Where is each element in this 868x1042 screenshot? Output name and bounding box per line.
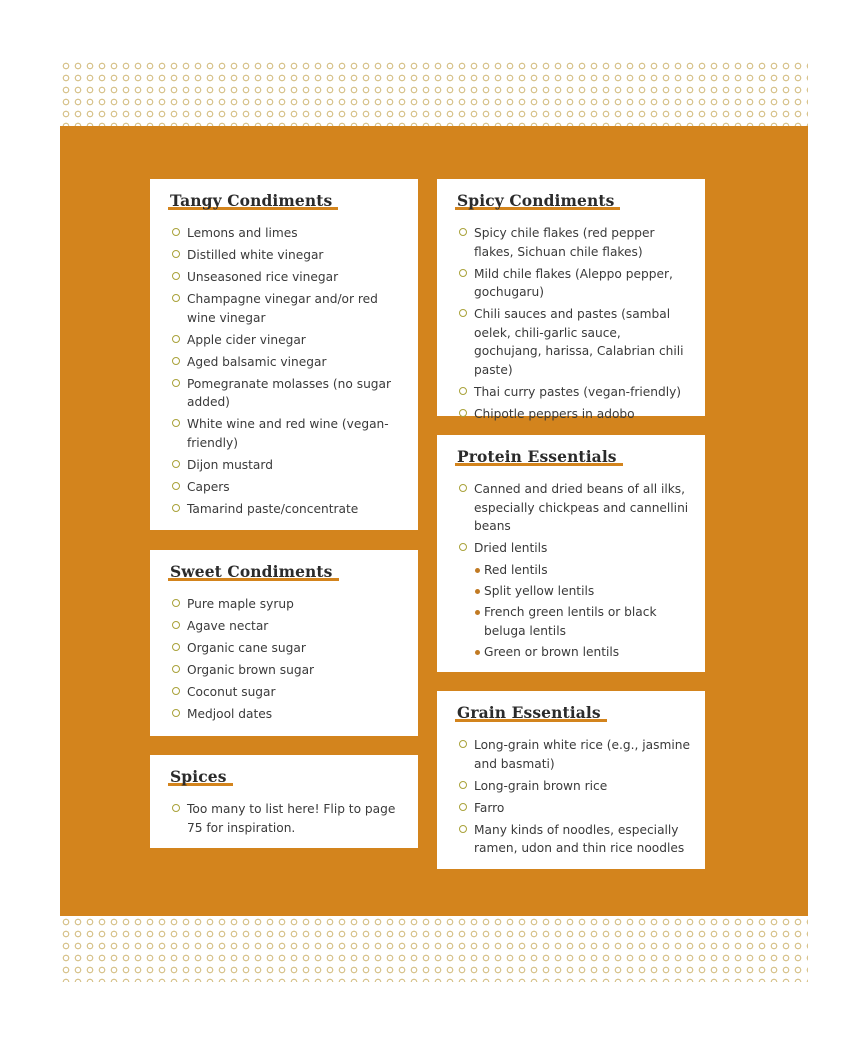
list-item (457, 383, 691, 402)
circle-bullet-icon (459, 269, 467, 277)
list-item (457, 265, 691, 302)
item-text: White wine and red wine (vegan-friendly) (187, 417, 389, 450)
list-item (170, 639, 404, 658)
item-text: Pure maple syrup (187, 597, 294, 611)
list-item (170, 705, 404, 724)
list-item (170, 224, 404, 243)
circle-bullet-icon (172, 419, 180, 427)
item-list (457, 736, 691, 858)
item-text: Many kinds of noodles, especially ramen, udon and thin rice noodles (474, 822, 685, 855)
list-item (457, 224, 691, 261)
item-text: Organic cane sugar (187, 641, 306, 655)
item-text: Champagne vinegar and/or red wine vinegar (187, 292, 378, 325)
sub-list-item (457, 643, 691, 662)
circle-bullet-icon (172, 687, 180, 695)
circle-bullet-icon (459, 825, 467, 833)
list-item (457, 777, 691, 796)
item-list (457, 224, 691, 423)
item-text: Long-grain white rice (e.g., jasmine and basmati) (474, 738, 690, 771)
item-text: Dijon mustard (187, 457, 273, 472)
list-item (170, 268, 404, 287)
item-text: Canned and dried beans of all ilks, especially chickpeas and cannellini beans (474, 482, 689, 533)
dot-bullet-icon (475, 568, 480, 573)
list-item (170, 800, 404, 837)
item-text: Distilled white vinegar (187, 248, 324, 262)
card-title: Protein Essentials (457, 447, 617, 466)
list-item (170, 331, 404, 350)
item-text: Chili sauces and pastes (sambal oelek, chili-garlic sauce, gochujang, harissa, Calabrian chili paste) (474, 307, 684, 377)
item-text: Aged balsamic vinegar (187, 354, 327, 369)
item-text: Organic brown sugar (187, 663, 315, 677)
card-title: Sweet Condiments (170, 562, 333, 581)
item-text: Split yellow lentils (484, 584, 595, 598)
circle-bullet-icon (172, 643, 180, 651)
circle-bullet-icon (172, 482, 180, 490)
item-text: Mild chile flakes (Aleppo pepper, gochugaru) (474, 266, 673, 299)
item-text: Green or brown lentils (484, 644, 620, 659)
circle-bullet-icon (172, 294, 180, 302)
list-item (170, 478, 404, 497)
item-text: Agave nectar (187, 619, 269, 633)
item-text: Medjool dates (187, 707, 273, 721)
dot-bullet-icon (475, 589, 480, 594)
card-tangy-condiments (150, 179, 418, 530)
card-protein-essentials (437, 435, 705, 672)
list-item (457, 736, 691, 773)
item-text: Apple cider vinegar (187, 332, 306, 347)
polka-dot-border-top (60, 60, 808, 126)
circle-bullet-icon (459, 409, 467, 417)
item-text: Dried lentils (474, 541, 548, 555)
item-list (170, 224, 404, 518)
sub-list-item (457, 603, 691, 640)
circle-bullet-icon (172, 379, 180, 387)
circle-bullet-icon (459, 309, 467, 317)
circle-bullet-icon (172, 804, 180, 812)
circle-bullet-icon (172, 272, 180, 280)
item-text: Farro (474, 800, 505, 815)
sub-list-item (457, 582, 691, 601)
list-item (457, 305, 691, 379)
list-item (170, 683, 404, 702)
circle-bullet-icon (459, 228, 467, 236)
list-item (457, 405, 691, 424)
list-item (170, 456, 404, 475)
list-item (457, 821, 691, 858)
circle-bullet-icon (172, 228, 180, 236)
card-title: Grain Essentials (457, 703, 601, 722)
circle-bullet-icon (172, 709, 180, 717)
circle-bullet-icon (459, 543, 467, 551)
item-text: Too many to list here! Flip to page 75 for inspiration. (187, 802, 396, 835)
card-spicy-condiments (437, 179, 705, 421)
list-item (457, 799, 691, 818)
item-text: Red lentils (484, 563, 548, 577)
item-list (170, 800, 404, 837)
circle-bullet-icon (459, 484, 467, 492)
dot-bullet-icon (475, 610, 480, 615)
list-item (170, 617, 404, 636)
circle-bullet-icon (172, 665, 180, 673)
item-text: Tamarind paste/concentrate (187, 501, 359, 516)
item-text: Long-grain brown rice (474, 778, 608, 793)
circle-bullet-icon (459, 387, 467, 395)
circle-bullet-icon (172, 357, 180, 365)
card-title: Tangy Condiments (170, 191, 333, 210)
circle-bullet-icon (172, 460, 180, 468)
list-item (170, 661, 404, 680)
item-text: Unseasoned rice vinegar (187, 270, 339, 284)
circle-bullet-icon (459, 803, 467, 811)
item-list (170, 595, 404, 724)
sub-list-item (457, 561, 691, 580)
card-spices (150, 755, 418, 848)
item-text: Pomegranate molasses (no sugar added) (187, 376, 392, 409)
card-sweet-condiments (150, 550, 418, 736)
list-item (457, 539, 691, 558)
list-item (170, 375, 404, 412)
list-item (170, 595, 404, 614)
item-text: Spicy chile flakes (red pepper flakes, Sichuan chile flakes) (474, 226, 655, 259)
card-title: Spices (170, 767, 227, 786)
item-text: Chipotle peppers in adobo (474, 406, 635, 421)
polka-dot-border-bottom (60, 916, 808, 982)
list-item (170, 353, 404, 372)
item-text: Coconut sugar (187, 685, 276, 699)
list-item (170, 500, 404, 519)
item-text: French green lentils or black beluga lentils (484, 605, 657, 638)
card-grain-essentials (437, 691, 705, 869)
list-item (170, 290, 404, 327)
item-text: Thai curry pastes (vegan-friendly) (474, 384, 682, 399)
circle-bullet-icon (459, 740, 467, 748)
circle-bullet-icon (172, 335, 180, 343)
card-title: Spicy Condiments (457, 191, 615, 210)
circle-bullet-icon (172, 250, 180, 258)
list-item (170, 246, 404, 265)
item-text: Lemons and limes (187, 226, 298, 240)
circle-bullet-icon (459, 781, 467, 789)
circle-bullet-icon (172, 504, 180, 512)
list-item (170, 415, 404, 452)
item-list (457, 480, 691, 661)
dot-bullet-icon (475, 650, 480, 655)
circle-bullet-icon (172, 621, 180, 629)
circle-bullet-icon (172, 599, 180, 607)
list-item (457, 480, 691, 536)
item-text: Capers (187, 479, 230, 494)
